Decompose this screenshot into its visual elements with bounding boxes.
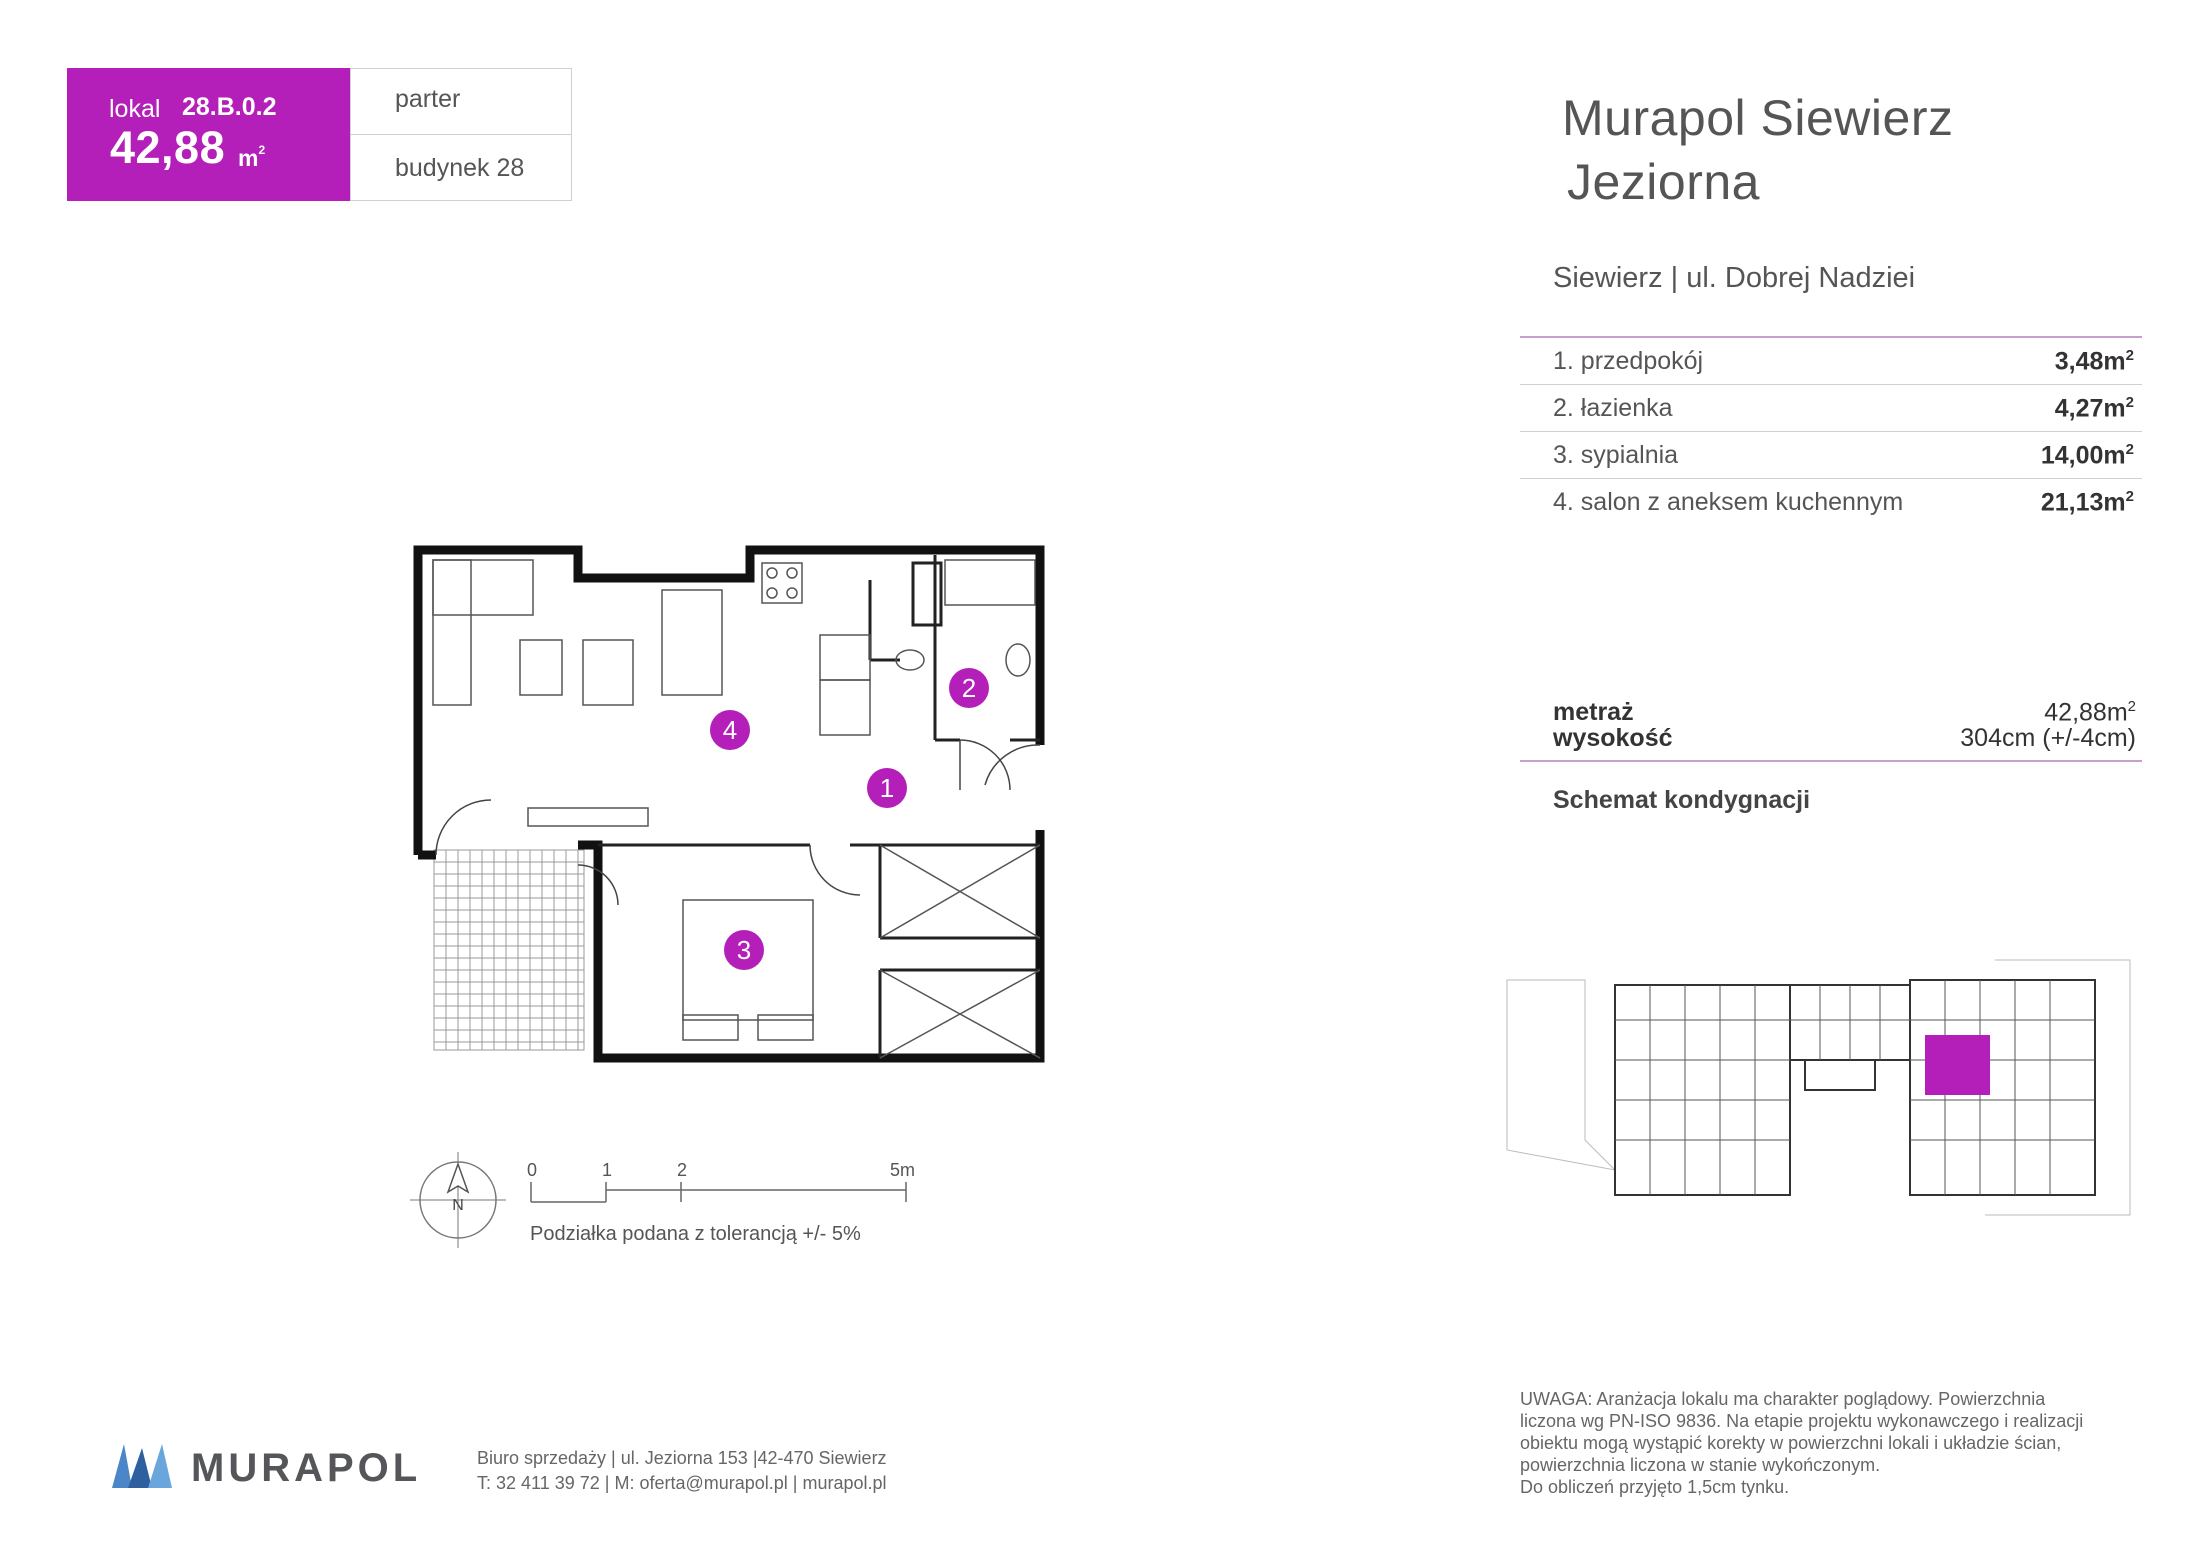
svg-text:4: 4 xyxy=(722,715,738,745)
svg-text:2: 2 xyxy=(961,673,977,703)
svg-text:1: 1 xyxy=(879,773,895,803)
office-info xyxy=(477,1446,887,1496)
room-name: 3. sypialnia xyxy=(1553,441,1679,469)
room-name: 1. przedpokój xyxy=(1553,347,1704,375)
murapol-logo-text: MURAPOL xyxy=(191,1446,422,1490)
unit-info-cells xyxy=(350,68,572,201)
schemat-label: Schemat kondygnacji xyxy=(1553,786,1811,814)
svg-text:0: 0 xyxy=(527,1160,538,1180)
office-address: Biuro sprzedaży | ul. Jeziorna 153 |42-470 Siewierz xyxy=(477,1448,887,1468)
unit-area: 42,88 xyxy=(110,122,226,173)
room-name: 2. łazienka xyxy=(1553,394,1673,422)
svg-text:5m: 5m xyxy=(890,1160,916,1180)
lokal-id: 28.B.0.2 xyxy=(182,93,277,121)
unit-area-unit: $m^2$ xyxy=(238,143,266,171)
floor-schematic xyxy=(1505,940,2135,1230)
note-line: liczona wg PN-ISO 9836. Na etapie projektu wykonawczego i realizacji xyxy=(1520,1411,2084,1431)
furniture xyxy=(433,560,1040,1058)
metraz-label: metraż xyxy=(1553,698,1634,726)
project-title xyxy=(1562,86,1953,214)
room-area: $21,13m^2$ xyxy=(2040,488,2134,517)
murapol-logo-icon xyxy=(110,1440,174,1490)
note-line: obiektu mogą wystąpić korekty w powierzchni lokali i układzie ścian, xyxy=(1520,1433,2062,1453)
building-label: budynek 28 xyxy=(395,154,525,182)
project-address: Siewierz | ul. Dobrej Nadziei xyxy=(1553,262,1916,294)
scale-bar xyxy=(525,1160,945,1210)
room-row xyxy=(1520,432,2142,479)
wysokosc-value: 304cm (+/-4cm) xyxy=(1960,724,2136,752)
svg-text:N: N xyxy=(452,1197,464,1214)
floor-plan xyxy=(400,530,1060,1070)
unit-highlight xyxy=(1925,1035,1990,1095)
note-line: UWAGA: Aranżacja lokalu ma charakter poglądowy. Powierzchnia xyxy=(1520,1389,2046,1409)
wysokosc-label: wysokość xyxy=(1553,724,1673,752)
floor-label: parter xyxy=(351,69,571,135)
room-area: $3,48m^2$ xyxy=(2054,347,2134,376)
scale-note: Podziałka podana z tolerancją +/- 5% xyxy=(530,1223,861,1245)
project-title-line1: Murapol Siewierz xyxy=(1562,90,1954,146)
metraz-value: $42,88m^2$ xyxy=(2044,698,2136,727)
note-line: powierzchnia liczona w stanie wykończonym. xyxy=(1520,1455,1881,1475)
terrace xyxy=(434,850,584,1050)
room-name: 4. salon z aneksem kuchennym xyxy=(1553,488,1904,516)
project-title-line2: Jeziorna xyxy=(1567,154,1760,210)
lokal-label: lokal xyxy=(109,95,161,123)
svg-text:3: 3 xyxy=(736,935,752,965)
note-line: Do obliczeń przyjęto 1,5cm tynku. xyxy=(1520,1477,1790,1497)
rooms-table xyxy=(1520,336,2142,525)
svg-text:1: 1 xyxy=(602,1160,613,1180)
room-row xyxy=(1520,479,2142,525)
disclaimer-note xyxy=(1520,1388,2140,1498)
room-row xyxy=(1520,385,2142,432)
interior-walls xyxy=(598,555,1040,1058)
door-swings xyxy=(436,740,1040,905)
room-markers xyxy=(710,668,989,970)
office-contact: T: 32 411 39 72 | M: oferta@murapol.pl | murapol.pl xyxy=(477,1473,887,1493)
room-row xyxy=(1520,336,2142,385)
room-area: $4,27m^2$ xyxy=(2054,394,2134,423)
svg-text:2: 2 xyxy=(677,1160,688,1180)
compass-icon xyxy=(408,1150,508,1250)
room-area: $14,00m^2$ xyxy=(2040,441,2134,470)
divider xyxy=(1520,760,2142,762)
unit-badge xyxy=(67,68,350,201)
